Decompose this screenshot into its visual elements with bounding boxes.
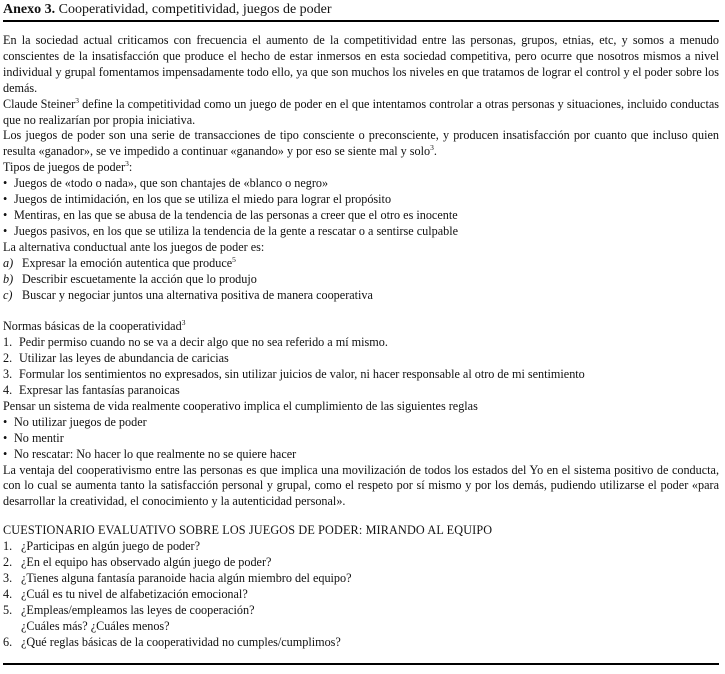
cuestionario-item: 1. ¿Participas en algún juego de poder? <box>3 539 201 554</box>
letter-marker: c) <box>3 287 13 302</box>
number-marker: 4. <box>3 383 13 398</box>
cuestionario-heading: CUESTIONARIO EVALUATIVO SOBRE LOS JUEGOS DE PODER: MIRANDO AL EQUIPO <box>3 523 493 538</box>
tipos-heading: Tipos de juegos de poder$^3$: <box>3 159 133 175</box>
number-marker: 1. <box>3 539 13 554</box>
bullet-marker: • <box>3 414 8 429</box>
tipos-item: • Juegos de intimidación, en los que se utiliza el miedo para lograr el propósito <box>3 192 392 207</box>
reglas-item: • No utilizar juegos de poder <box>3 414 147 429</box>
ref-emocion: 5 <box>232 254 236 264</box>
intro-paragraph: En la sociedad actual criticamos con frecuencia el aumento de la competitividad entre las personas, grupos, etnias, etc, y somos a menudo conscientes de la insatisfacción que produce el hecho de estar inmersos en esta sociedad competitiva, pero ocurre que nosotros mismos a nivel individual y grupal fomentamos impensadamente todo ello, ya que son muchos los niveles en que tratamos de lograr el control y el poder sobre los demás. <box>3 33 719 95</box>
normas-item: 3. Formular los sentimientos no expresados, sin utilizar juicios de valor, ni hacer responsable al otro de mi sentimiento <box>3 367 585 382</box>
ref-normas: 3 <box>181 318 186 328</box>
cuestionario-item: 3. ¿Tienes alguna fantasía paranoide hacia algún miembro del equipo? <box>3 571 352 585</box>
reglas-heading: Pensar un sistema de vida realmente cooperativo implica el cumplimiento de las siguientes reglas <box>3 398 478 413</box>
section-gap <box>3 303 719 319</box>
number-marker: 1. <box>3 335 13 350</box>
annex-content <box>3 33 719 651</box>
bullet-marker: • <box>3 430 8 445</box>
bullet-marker: • <box>3 446 8 461</box>
number-marker: 3. <box>3 571 13 585</box>
ventaja-paragraph: La ventaja del cooperativismo entre las personas es que implica una movilización de todos los estados del Yo en el sistema positivo de conducta, con lo cual se aumenta tanto la satisfacción personal y grupal, como el respeto por sí mismo y por los demás, pudiendo utilizarse el poder «para desarrollar la creatividad, el conocimiento y la autenticidad personal». <box>3 462 719 509</box>
bullet-marker: • <box>3 176 8 191</box>
steiner-paragraph: Claude Steiner$^3$ define la competitividad como un juego de poder en el que intentamos controlar a otras personas y situaciones, incluido conductas que no realizarían por propia iniciativa. <box>3 95 720 127</box>
bullet-marker: • <box>3 223 8 238</box>
cuestionario-item-continuation: ¿Cuáles más? ¿Cuáles menos? <box>21 618 170 633</box>
annex-title-text: Cooperatividad, competitividad, juegos de poder <box>58 2 332 17</box>
alternativa-item: a) Expresar la emoción autentica que produce$^5$ <box>3 254 236 270</box>
normas-item: 1. Pedir permiso cuando no se va a decir algo que no sea referido a mí mismo. <box>3 335 388 350</box>
number-marker: 3. <box>3 367 13 382</box>
letter-marker: a) <box>3 255 14 270</box>
number-marker: 6. <box>3 634 13 649</box>
juegos-paragraph: Los juegos de poder son una serie de transacciones de tipo consciente o preconsciente, y producen insatisfacción por cuanto que incluso quien resulta «ganador», se ve impedido a continuar «ganando» y por eso se siente mal y solo$^3$. <box>3 128 719 159</box>
bullet-marker: • <box>3 192 8 207</box>
alternativa-heading: La alternativa conductual ante los juegos de poder es: <box>3 239 265 254</box>
bottom-rule <box>3 663 719 665</box>
number-marker: 4. <box>3 586 13 601</box>
annex-page <box>3 0 719 651</box>
ref-tipos: 3 <box>125 159 129 169</box>
bullet-marker: • <box>3 207 8 222</box>
alternativa-item: b) Describir escuetamente la acción que lo produjo <box>3 271 257 286</box>
number-marker: 2. <box>3 351 13 366</box>
letter-marker: b) <box>3 271 14 286</box>
normas-heading: Normas básicas de la cooperatividad$^3$ <box>3 318 186 334</box>
ref-steiner: 3 <box>75 95 79 105</box>
reglas-item: • No mentir <box>3 430 64 445</box>
tipos-item: • Juegos pasivos, en los que se utiliza la tendencia de la gente a rescatar o a sentirse culpable <box>3 223 458 238</box>
ref-solo: 3 <box>430 143 434 153</box>
top-rule <box>3 20 719 22</box>
normas-item: 4. Expresar las fantasías paranoicas <box>3 383 180 398</box>
number-marker: 2. <box>3 555 13 570</box>
cuestionario-item: 2. ¿En el equipo has observado algún juego de poder? <box>3 555 272 570</box>
cuestionario-item: 4. ¿Cuál es tu nivel de alfabetización emocional? <box>3 586 248 601</box>
tipos-item: • Juegos de «todo o nada», que son chantajes de «blanco o negro» <box>3 176 329 191</box>
section-gap <box>3 510 719 523</box>
reglas-item: • No rescatar: No hacer lo que realmente no se quiere hacer <box>3 446 297 461</box>
annex-title <box>3 0 719 18</box>
number-marker: 5. <box>3 602 13 617</box>
cuestionario-item: 5. ¿Empleas/empleamos las leyes de cooperación? <box>3 602 255 617</box>
annex-label: Anexo 3. <box>3 2 56 17</box>
normas-item: 2. Utilizar las leyes de abundancia de caricias <box>3 351 229 366</box>
cuestionario-item: 6. ¿Qué reglas básicas de la cooperatividad no cumples/cumplimos? <box>3 634 341 649</box>
alternativa-item: c) Buscar y negociar juntos una alternativa positiva de manera cooperativa <box>3 287 373 302</box>
tipos-item: • Mentiras, en las que se abusa de la tendencia de las personas a creer que el otro es inocente <box>3 207 458 222</box>
